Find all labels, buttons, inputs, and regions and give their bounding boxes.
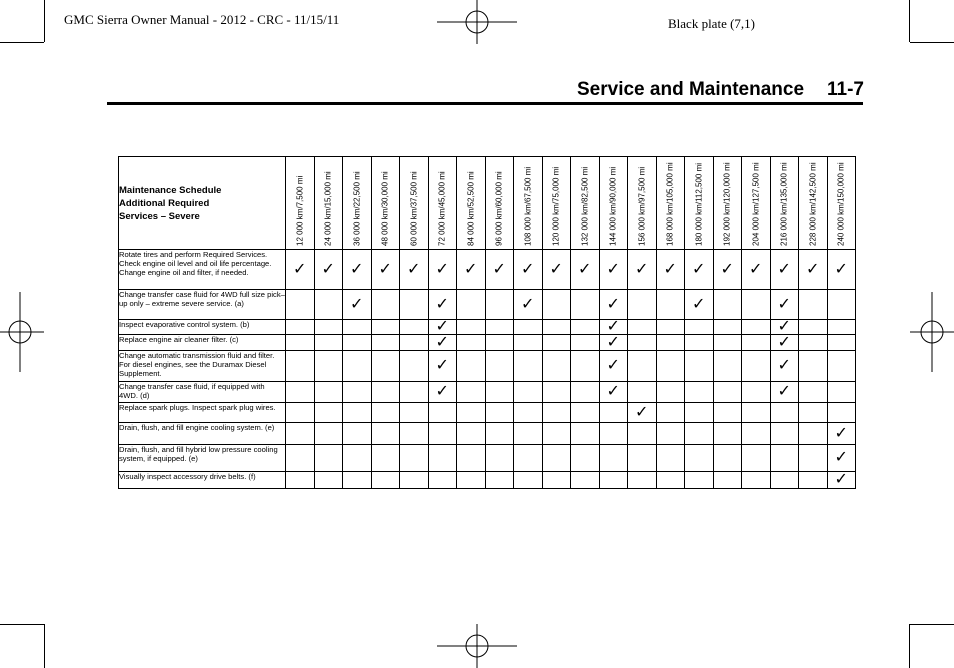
empty-cell: [400, 403, 429, 423]
interval-label: 60 000 km/37,500 mi: [409, 171, 419, 246]
empty-cell: [799, 382, 828, 403]
interval-column-header: [343, 157, 372, 250]
empty-cell: [571, 320, 600, 335]
empty-cell: [400, 351, 429, 382]
empty-cell: [685, 351, 714, 382]
empty-cell: [286, 320, 315, 335]
interval-column-header: [599, 157, 628, 250]
checkmark-icon: ✓: [827, 250, 856, 290]
checkmark-icon: ✓: [542, 250, 571, 290]
empty-cell: [514, 423, 543, 445]
interval-column-header: [428, 157, 457, 250]
empty-cell: [485, 320, 514, 335]
table-row: [119, 335, 856, 351]
checkmark-icon: ✓: [827, 423, 856, 445]
empty-cell: [713, 290, 742, 320]
empty-cell: [656, 351, 685, 382]
empty-cell: [742, 472, 771, 489]
service-description: Change transfer case fluid for 4WD full size pick–up only – extreme severe service. (a): [119, 290, 286, 320]
interval-label: 36 000 km/22,500 mi: [352, 171, 362, 246]
empty-cell: [400, 335, 429, 351]
empty-cell: [571, 335, 600, 351]
empty-cell: [571, 423, 600, 445]
empty-cell: [713, 403, 742, 423]
empty-cell: [457, 335, 486, 351]
empty-cell: [400, 423, 429, 445]
interval-label: 228 000 km/142,500 mi: [808, 162, 818, 246]
empty-cell: [799, 423, 828, 445]
empty-cell: [457, 472, 486, 489]
empty-cell: [628, 445, 657, 472]
interval-label: 216 000 km/135,000 mi: [779, 162, 789, 246]
interval-column-header: [400, 157, 429, 250]
empty-cell: [656, 335, 685, 351]
interval-column-header: [770, 157, 799, 250]
empty-cell: [685, 335, 714, 351]
empty-cell: [371, 423, 400, 445]
interval-column-header: [542, 157, 571, 250]
checkmark-icon: ✓: [286, 250, 315, 290]
empty-cell: [314, 423, 343, 445]
checkmark-icon: ✓: [514, 250, 543, 290]
empty-cell: [713, 335, 742, 351]
checkmark-icon: ✓: [371, 250, 400, 290]
empty-cell: [371, 290, 400, 320]
empty-cell: [514, 320, 543, 335]
interval-label: 48 000 km/30,000 mi: [380, 171, 390, 246]
empty-cell: [314, 445, 343, 472]
empty-cell: [457, 351, 486, 382]
interval-label: 12 000 km/7,500 mi: [295, 175, 305, 246]
table-header-row: [119, 157, 856, 250]
checkmark-icon: ✓: [343, 290, 372, 320]
checkmark-icon: ✓: [314, 250, 343, 290]
empty-cell: [314, 382, 343, 403]
empty-cell: [599, 403, 628, 423]
empty-cell: [286, 290, 315, 320]
checkmark-icon: ✓: [770, 290, 799, 320]
empty-cell: [770, 472, 799, 489]
checkmark-icon: ✓: [628, 250, 657, 290]
empty-cell: [827, 335, 856, 351]
table-row: [119, 445, 856, 472]
empty-cell: [628, 351, 657, 382]
interval-column-header: [827, 157, 856, 250]
table-row: [119, 320, 856, 335]
empty-cell: [571, 382, 600, 403]
empty-cell: [343, 403, 372, 423]
empty-cell: [286, 423, 315, 445]
empty-cell: [514, 403, 543, 423]
empty-cell: [343, 320, 372, 335]
empty-cell: [343, 351, 372, 382]
empty-cell: [799, 472, 828, 489]
service-description: Drain, flush, and fill hybrid low pressure cooling system, if equipped. (e): [119, 445, 286, 472]
empty-cell: [599, 445, 628, 472]
empty-cell: [599, 423, 628, 445]
empty-cell: [656, 382, 685, 403]
empty-cell: [742, 320, 771, 335]
empty-cell: [371, 320, 400, 335]
interval-label: 144 000 km/90,000 mi: [608, 166, 618, 246]
empty-cell: [485, 382, 514, 403]
empty-cell: [343, 472, 372, 489]
interval-column-header: [571, 157, 600, 250]
interval-column-header: [628, 157, 657, 250]
checkmark-icon: ✓: [428, 335, 457, 351]
table-row: [119, 250, 856, 290]
checkmark-icon: ✓: [713, 250, 742, 290]
empty-cell: [542, 320, 571, 335]
empty-cell: [314, 403, 343, 423]
service-description: Visually inspect accessory drive belts. (f): [119, 472, 286, 489]
empty-cell: [542, 335, 571, 351]
empty-cell: [713, 382, 742, 403]
empty-cell: [713, 423, 742, 445]
interval-label: 84 000 km/52,500 mi: [466, 171, 476, 246]
empty-cell: [770, 403, 799, 423]
empty-cell: [685, 403, 714, 423]
empty-cell: [542, 351, 571, 382]
interval-label: 180 000 km/112,500 mi: [694, 162, 704, 246]
empty-cell: [799, 445, 828, 472]
empty-cell: [542, 403, 571, 423]
empty-cell: [799, 403, 828, 423]
empty-cell: [485, 445, 514, 472]
checkmark-icon: ✓: [770, 351, 799, 382]
empty-cell: [685, 382, 714, 403]
empty-cell: [514, 445, 543, 472]
empty-cell: [628, 423, 657, 445]
empty-cell: [428, 472, 457, 489]
empty-cell: [485, 423, 514, 445]
table-title-line: Additional Required: [119, 197, 210, 209]
checkmark-icon: ✓: [599, 320, 628, 335]
checkmark-icon: ✓: [685, 290, 714, 320]
empty-cell: [343, 382, 372, 403]
empty-cell: [542, 290, 571, 320]
empty-cell: [371, 351, 400, 382]
interval-column-header: [457, 157, 486, 250]
empty-cell: [314, 290, 343, 320]
empty-cell: [400, 382, 429, 403]
empty-cell: [827, 351, 856, 382]
empty-cell: [742, 290, 771, 320]
empty-cell: [628, 290, 657, 320]
checkmark-icon: ✓: [343, 250, 372, 290]
empty-cell: [713, 320, 742, 335]
empty-cell: [571, 445, 600, 472]
empty-cell: [599, 472, 628, 489]
checkmark-icon: ✓: [799, 250, 828, 290]
empty-cell: [656, 445, 685, 472]
empty-cell: [371, 382, 400, 403]
empty-cell: [827, 320, 856, 335]
empty-cell: [799, 335, 828, 351]
table-title-line: Services – Severe: [119, 210, 200, 222]
service-description: Drain, flush, and fill engine cooling system. (e): [119, 423, 286, 445]
checkmark-icon: ✓: [514, 290, 543, 320]
empty-cell: [713, 472, 742, 489]
empty-cell: [485, 335, 514, 351]
empty-cell: [742, 445, 771, 472]
empty-cell: [371, 472, 400, 489]
running-head: GMC Sierra Owner Manual - 2012 - CRC - 11/15/11: [64, 12, 340, 27]
empty-cell: [656, 423, 685, 445]
empty-cell: [685, 423, 714, 445]
empty-cell: [485, 472, 514, 489]
table-row: [119, 351, 856, 382]
empty-cell: [628, 335, 657, 351]
checkmark-icon: ✓: [599, 351, 628, 382]
empty-cell: [371, 445, 400, 472]
registration-mark-right: [910, 292, 954, 372]
checkmark-icon: ✓: [428, 290, 457, 320]
checkmark-icon: ✓: [400, 250, 429, 290]
empty-cell: [542, 382, 571, 403]
table-row: [119, 290, 856, 320]
empty-cell: [314, 351, 343, 382]
empty-cell: [514, 335, 543, 351]
table-row: [119, 423, 856, 445]
empty-cell: [685, 472, 714, 489]
table-row: [119, 382, 856, 403]
checkmark-icon: ✓: [685, 250, 714, 290]
empty-cell: [286, 445, 315, 472]
empty-cell: [400, 290, 429, 320]
interval-label: 132 000 km/82,500 mi: [580, 166, 590, 246]
empty-cell: [457, 382, 486, 403]
empty-cell: [656, 320, 685, 335]
empty-cell: [770, 445, 799, 472]
empty-cell: [314, 335, 343, 351]
empty-cell: [514, 472, 543, 489]
checkmark-icon: ✓: [599, 335, 628, 351]
empty-cell: [485, 403, 514, 423]
empty-cell: [742, 423, 771, 445]
checkmark-icon: ✓: [770, 250, 799, 290]
checkmark-icon: ✓: [770, 335, 799, 351]
empty-cell: [742, 335, 771, 351]
interval-column-header: [514, 157, 543, 250]
table-title-line: Maintenance Schedule: [119, 184, 222, 196]
plate-label: Black plate (7,1): [668, 16, 755, 31]
empty-cell: [314, 472, 343, 489]
empty-cell: [571, 403, 600, 423]
service-description: Change transfer case fluid, if equipped with 4WD. (d): [119, 382, 286, 403]
checkmark-icon: ✓: [770, 382, 799, 403]
interval-column-header: [485, 157, 514, 250]
checkmark-icon: ✓: [428, 382, 457, 403]
empty-cell: [542, 445, 571, 472]
empty-cell: [457, 320, 486, 335]
table-row: [119, 472, 856, 489]
registration-mark-left: [0, 292, 44, 372]
empty-cell: [286, 335, 315, 351]
empty-cell: [799, 290, 828, 320]
empty-cell: [542, 472, 571, 489]
empty-cell: [799, 351, 828, 382]
maintenance-schedule-table: [118, 156, 856, 489]
checkmark-icon: ✓: [428, 351, 457, 382]
empty-cell: [827, 403, 856, 423]
checkmark-icon: ✓: [827, 445, 856, 472]
empty-cell: [485, 290, 514, 320]
empty-cell: [685, 445, 714, 472]
checkmark-icon: ✓: [599, 290, 628, 320]
empty-cell: [286, 403, 315, 423]
empty-cell: [371, 335, 400, 351]
checkmark-icon: ✓: [628, 403, 657, 423]
empty-cell: [286, 472, 315, 489]
service-description: Change automatic transmission fluid and filter. For diesel engines, see the Duramax Diesel Supplement.: [119, 351, 286, 382]
interval-label: 108 000 km/67,500 mi: [523, 166, 533, 246]
empty-cell: [656, 290, 685, 320]
interval-column-header: [742, 157, 771, 250]
empty-cell: [485, 351, 514, 382]
table-title: [119, 157, 286, 250]
empty-cell: [685, 320, 714, 335]
interval-label: 168 000 km/105,000 mi: [665, 162, 675, 246]
page-number: 11-7: [827, 79, 864, 100]
empty-cell: [286, 351, 315, 382]
empty-cell: [400, 445, 429, 472]
interval-column-header: [286, 157, 315, 250]
empty-cell: [742, 403, 771, 423]
empty-cell: [713, 445, 742, 472]
empty-cell: [457, 290, 486, 320]
interval-label: 240 000 km/150,000 mi: [836, 162, 846, 246]
service-description: Inspect evaporative control system. (b): [119, 320, 286, 335]
empty-cell: [314, 320, 343, 335]
interval-column-header: [685, 157, 714, 250]
interval-column-header: [799, 157, 828, 250]
empty-cell: [827, 290, 856, 320]
empty-cell: [286, 382, 315, 403]
checkmark-icon: ✓: [599, 250, 628, 290]
empty-cell: [571, 472, 600, 489]
empty-cell: [571, 290, 600, 320]
registration-mark-bottom: [437, 624, 517, 668]
section-rule: [107, 102, 863, 105]
empty-cell: [400, 472, 429, 489]
section-title: Service and Maintenance: [577, 79, 805, 100]
service-description: Replace engine air cleaner filter. (c): [119, 335, 286, 351]
interval-column-header: [713, 157, 742, 250]
empty-cell: [428, 423, 457, 445]
empty-cell: [542, 423, 571, 445]
empty-cell: [371, 403, 400, 423]
interval-column-header: [314, 157, 343, 250]
empty-cell: [428, 403, 457, 423]
checkmark-icon: ✓: [428, 250, 457, 290]
interval-label: 204 000 km/127,500 mi: [751, 162, 761, 246]
interval-label: 24 000 km/15,000 mi: [323, 171, 333, 246]
empty-cell: [514, 351, 543, 382]
empty-cell: [457, 445, 486, 472]
empty-cell: [770, 423, 799, 445]
empty-cell: [343, 335, 372, 351]
empty-cell: [742, 382, 771, 403]
empty-cell: [343, 445, 372, 472]
checkmark-icon: ✓: [827, 472, 856, 489]
checkmark-icon: ✓: [656, 250, 685, 290]
empty-cell: [400, 320, 429, 335]
empty-cell: [656, 472, 685, 489]
interval-label: 96 000 km/60,000 mi: [494, 171, 504, 246]
empty-cell: [343, 423, 372, 445]
interval-label: 72 000 km/45,000 mi: [437, 171, 447, 246]
empty-cell: [713, 351, 742, 382]
interval-label: 192 000 km/120,000 mi: [722, 162, 732, 246]
checkmark-icon: ✓: [742, 250, 771, 290]
interval-column-header: [656, 157, 685, 250]
empty-cell: [742, 351, 771, 382]
service-description: Rotate tires and perform Required Services. Check engine oil level and oil life percentage. Change engine oil and filter, if needed.: [119, 250, 286, 290]
checkmark-icon: ✓: [571, 250, 600, 290]
interval-column-header: [371, 157, 400, 250]
checkmark-icon: ✓: [457, 250, 486, 290]
empty-cell: [827, 382, 856, 403]
checkmark-icon: ✓: [770, 320, 799, 335]
empty-cell: [428, 445, 457, 472]
empty-cell: [457, 403, 486, 423]
checkmark-icon: ✓: [599, 382, 628, 403]
service-description: Replace spark plugs. Inspect spark plug wires.: [119, 403, 286, 423]
empty-cell: [628, 320, 657, 335]
registration-mark-top: [437, 0, 517, 44]
empty-cell: [457, 423, 486, 445]
empty-cell: [628, 472, 657, 489]
interval-label: 120 000 km/75,000 mi: [551, 166, 561, 246]
checkmark-icon: ✓: [428, 320, 457, 335]
interval-label: 156 000 km/97,500 mi: [637, 166, 647, 246]
empty-cell: [514, 382, 543, 403]
empty-cell: [656, 403, 685, 423]
empty-cell: [799, 320, 828, 335]
checkmark-icon: ✓: [485, 250, 514, 290]
empty-cell: [571, 351, 600, 382]
empty-cell: [628, 382, 657, 403]
table-row: [119, 403, 856, 423]
